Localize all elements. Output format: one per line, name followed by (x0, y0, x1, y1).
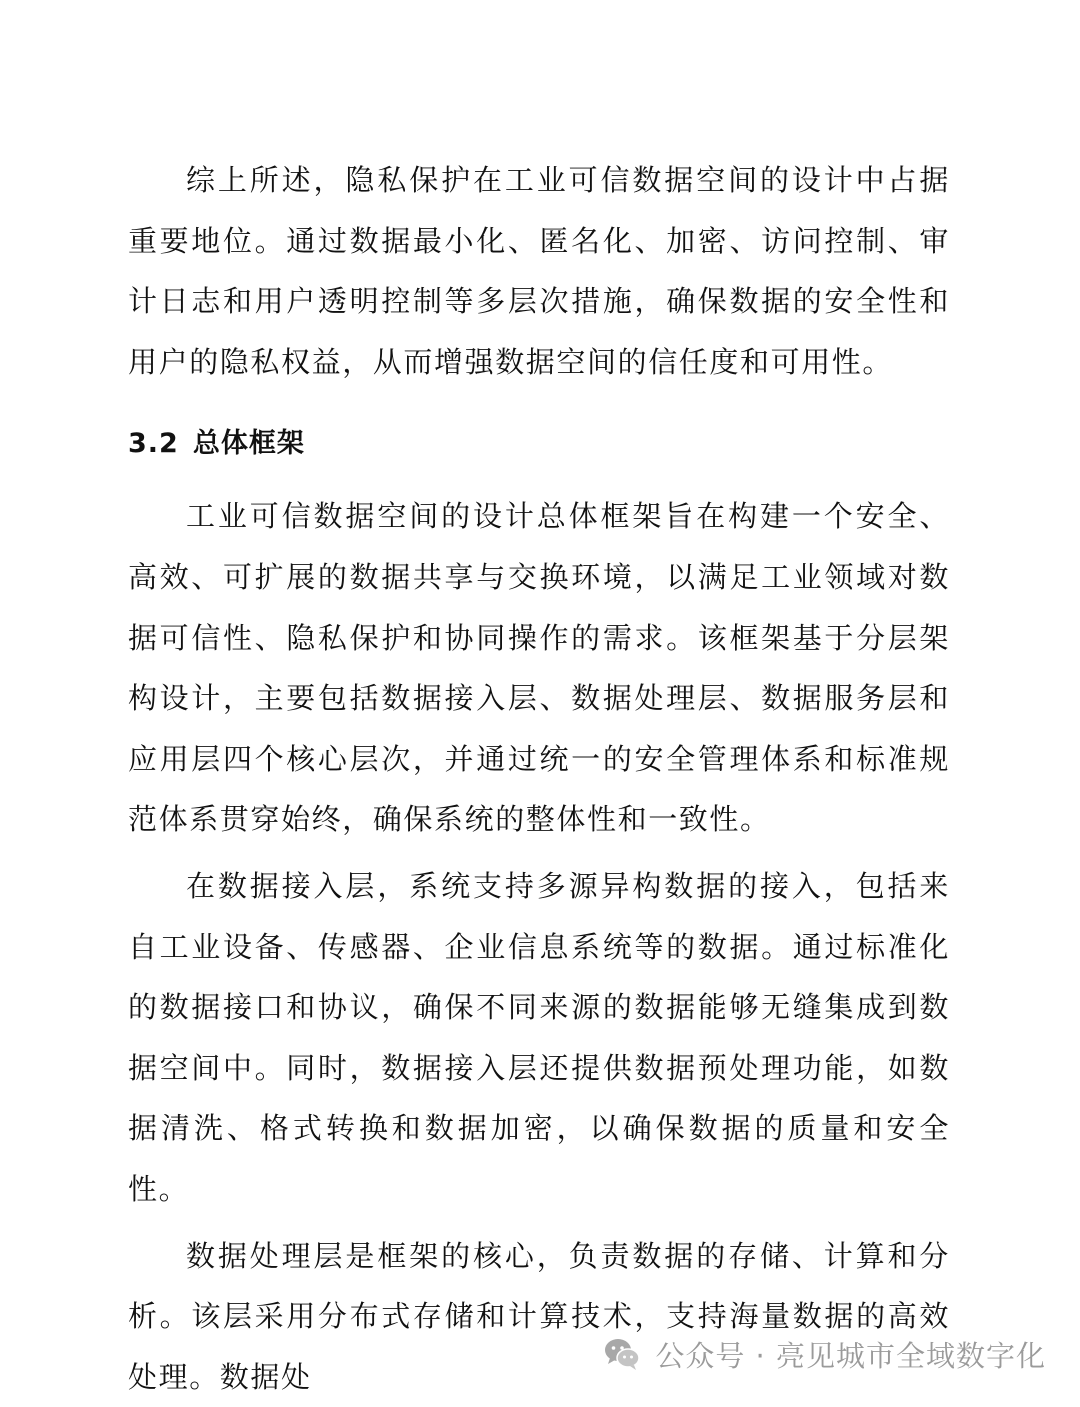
wechat-icon (603, 1337, 641, 1371)
watermark-text: 公众号 · 亮见城市全域数字化 (655, 1334, 1046, 1375)
paragraph-summary: 综上所述，隐私保护在工业可信数据空间的设计中占据重要地位。通过数据最小化、匿名化、加密、访问控制、审计日志和用户透明控制等多层次措施，确保数据的安全性和用户的隐私权益，从而增强数据空间的信任度和可用性。 (128, 150, 950, 392)
section-title: 总体框架 (193, 428, 305, 459)
section-number: 3.2 (128, 428, 179, 459)
paragraph-framework-overview: 工业可信数据空间的设计总体框架旨在构建一个安全、高效、可扩展的数据共享与交换环境，以满足工业领域对数据可信性、隐私保护和协同操作的需求。该框架基于分层架构设计，主要包括数据接入层、数据处理层、数据服务层和应用层四个核心层次，并通过统一的安全管理体系和标准规范体系贯穿始终，确保系统的整体性和一致性。 (128, 486, 950, 850)
watermark (603, 1324, 1046, 1384)
document-page (128, 150, 950, 1407)
section-heading (128, 414, 950, 474)
paragraph-data-access-layer: 在数据接入层，系统支持多源异构数据的接入，包括来自工业设备、传感器、企业信息系统等的数据。通过标准化的数据接口和协议，确保不同来源的数据能够无缝集成到数据空间中。同时，数据接入层还提供数据预处理功能，如数据清洗、格式转换和数据加密，以确保数据的质量和安全性。 (128, 856, 950, 1220)
paragraph-data-processing-layer: 数据处理层是框架的核心，负责数据的存储、计算和分析。该层采用分布式存储和计算技术，支持海量数据的高效处理。数据处 (128, 1226, 950, 1407)
